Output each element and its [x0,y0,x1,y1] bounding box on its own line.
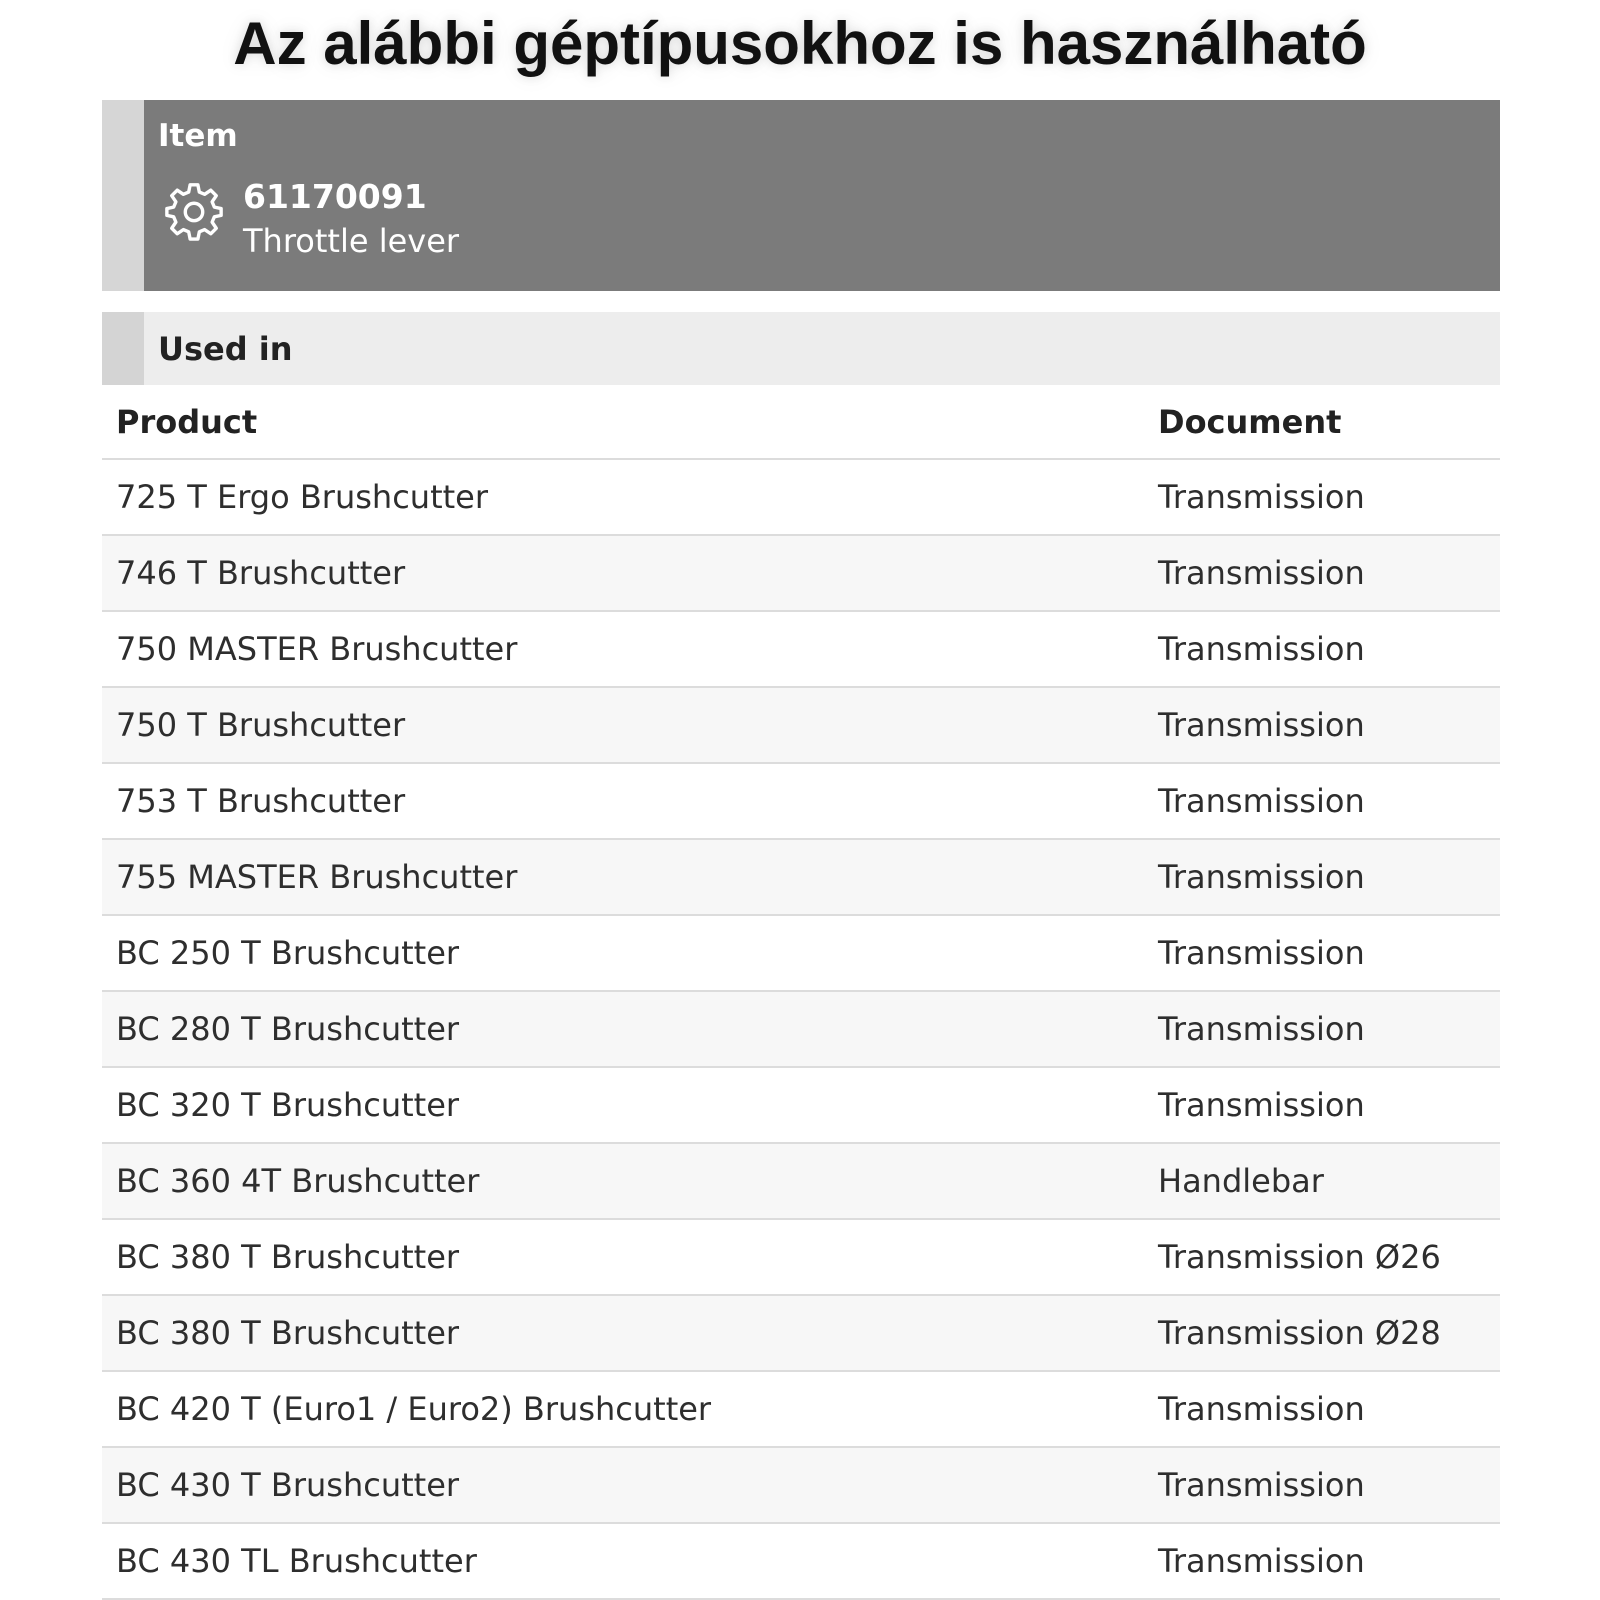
document-cell[interactable]: Transmission [1144,611,1500,687]
document-cell[interactable]: Transmission [1144,459,1500,535]
document-cell[interactable]: Transmission [1144,1371,1500,1447]
table-row[interactable] [102,1067,1500,1143]
product-cell: 750 MASTER Brushcutter [102,611,1144,687]
used-in-table [102,385,1500,1600]
table-row[interactable] [102,535,1500,611]
document-cell[interactable]: Transmission [1144,687,1500,763]
product-cell: 725 T Ergo Brushcutter [102,459,1144,535]
product-cell: BC 250 T Brushcutter [102,915,1144,991]
item-name: Throttle lever [243,222,460,260]
table-row[interactable] [102,1295,1500,1371]
table-header-row [102,385,1500,459]
table-row[interactable] [102,763,1500,839]
table-row[interactable] [102,1219,1500,1295]
product-cell: BC 380 T Brushcutter [102,1219,1144,1295]
document-cell[interactable]: Transmission [1144,1067,1500,1143]
document-cell[interactable]: Transmission [1144,991,1500,1067]
document-cell[interactable]: Transmission [1144,535,1500,611]
product-cell: 750 T Brushcutter [102,687,1144,763]
product-cell: 753 T Brushcutter [102,763,1144,839]
table-row[interactable] [102,1371,1500,1447]
column-header-document: Document [1144,385,1500,459]
table-row[interactable] [102,459,1500,535]
product-cell: BC 420 T (Euro1 / Euro2) Brushcutter [102,1371,1144,1447]
column-header-product: Product [102,385,1144,459]
page-title: Az alábbi géptípusokhoz is használható [233,10,1367,77]
product-cell: 755 MASTER Brushcutter [102,839,1144,915]
product-cell: BC 320 T Brushcutter [102,1067,1144,1143]
product-cell: 746 T Brushcutter [102,535,1144,611]
used-in-label: Used in [158,330,293,368]
document-cell[interactable]: Handlebar [1144,1143,1500,1219]
used-in-header [102,312,1500,385]
product-cell: BC 380 T Brushcutter [102,1295,1144,1371]
item-number: 61170091 [243,177,427,216]
table-row[interactable] [102,915,1500,991]
product-cell: BC 430 TL Brushcutter [102,1523,1144,1599]
table-row[interactable] [102,687,1500,763]
item-panel [102,100,1500,291]
document-cell[interactable]: Transmission [1144,915,1500,991]
document-cell[interactable]: Transmission [1144,839,1500,915]
panel-edge [102,100,144,291]
gear-icon [163,180,225,242]
table-row[interactable] [102,1143,1500,1219]
product-cell: BC 430 T Brushcutter [102,1447,1144,1523]
document-cell[interactable]: Transmission Ø26 [1144,1219,1500,1295]
document-cell[interactable]: Transmission [1144,1447,1500,1523]
document-cell[interactable]: Transmission [1144,763,1500,839]
panel-edge [102,312,144,385]
document-cell[interactable]: Transmission [1144,1523,1500,1599]
item-label: Item [158,118,238,154]
product-cell: BC 360 4T Brushcutter [102,1143,1144,1219]
table-row[interactable] [102,991,1500,1067]
document-cell[interactable]: Transmission Ø28 [1144,1295,1500,1371]
table-row[interactable] [102,1447,1500,1523]
table-row[interactable] [102,1523,1500,1599]
product-cell: BC 280 T Brushcutter [102,991,1144,1067]
table-row[interactable] [102,839,1500,915]
table-row[interactable] [102,611,1500,687]
